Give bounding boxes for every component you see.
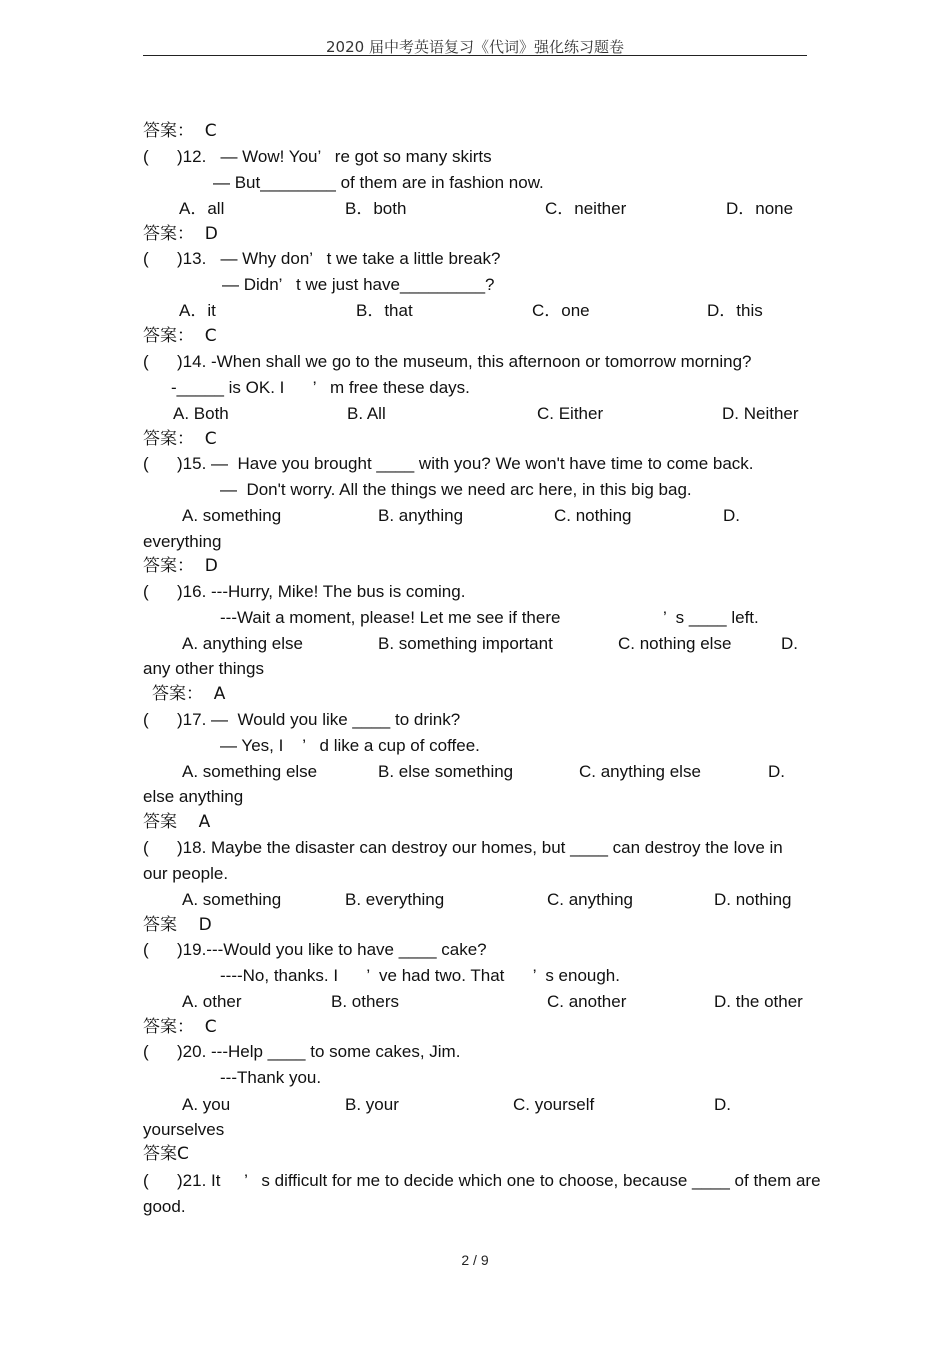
question-line: ( )18. Maybe the disaster can destroy our homes, but ____ can destroy the love in bbox=[143, 838, 783, 857]
option-c: C. nothing else bbox=[618, 634, 732, 653]
option-c: C. Either bbox=[537, 404, 604, 423]
option-a: A. other bbox=[182, 992, 242, 1011]
option-d: D. bbox=[768, 762, 785, 781]
option-a: A．it bbox=[179, 301, 216, 320]
question-line: — Don't worry. All the things we need arc here, in this big bag. bbox=[220, 480, 692, 499]
option-a: A. you bbox=[182, 1095, 231, 1114]
answer-line: 答案： D bbox=[143, 556, 218, 576]
question-line: ---Thank you. bbox=[220, 1068, 322, 1087]
question-line: ( )13. — Why don’ t we take a little break? bbox=[143, 249, 501, 268]
option-c: C. another bbox=[547, 992, 627, 1011]
question-line: ’ s ____ left. bbox=[663, 608, 759, 627]
option-d: D. nothing bbox=[714, 890, 792, 909]
page-number: 2 / 9 bbox=[461, 1252, 489, 1268]
option-c: C. anything else bbox=[579, 762, 701, 781]
answer-line: 答案 A bbox=[143, 812, 211, 832]
answer-line: 答案： C bbox=[143, 121, 217, 141]
option-c: C. yourself bbox=[513, 1095, 595, 1114]
option-a: A. anything else bbox=[182, 634, 303, 653]
answer-line: 答案： A bbox=[152, 684, 226, 704]
question-line: ( )17. — Would you like ____ to drink? bbox=[143, 710, 461, 729]
option-b: B．that bbox=[356, 301, 413, 320]
question-line: — Yes, I ’ d like a cup of coffee. bbox=[220, 736, 480, 755]
option-d-text: else anything bbox=[143, 787, 244, 806]
question-line: our people. bbox=[143, 864, 229, 883]
option-d-text: yourselves bbox=[143, 1120, 225, 1139]
option-b: B. anything bbox=[378, 506, 464, 525]
option-a: A. something else bbox=[182, 762, 318, 781]
question-line: good. bbox=[143, 1197, 186, 1216]
option-d: D. the other bbox=[714, 992, 803, 1011]
question-line: ( )19.---Would you like to have ____ cake? bbox=[143, 940, 487, 959]
option-a: A. Both bbox=[173, 404, 229, 423]
option-b: B. everything bbox=[345, 890, 445, 909]
header-rule bbox=[143, 55, 807, 56]
answer-line: 答案 D bbox=[143, 915, 212, 935]
answer-line: 答案： C bbox=[143, 326, 217, 346]
question-line: ----No, thanks. I ’ ve had two. That ’ s enough. bbox=[220, 966, 620, 985]
option-b: B. else something bbox=[378, 762, 514, 781]
question-line: ( )15. — Have you brought ____ with you? We won't have time to come back. bbox=[143, 454, 754, 473]
option-a: A. something bbox=[182, 506, 282, 525]
option-d: D．none bbox=[726, 199, 794, 218]
question-line: ---Wait a moment, please! Let me see if there bbox=[220, 608, 561, 627]
option-b: B．both bbox=[345, 199, 407, 218]
option-a: A．all bbox=[179, 199, 225, 218]
option-d: D. Neither bbox=[722, 404, 799, 423]
option-c: C. anything bbox=[547, 890, 633, 909]
option-c: C．neither bbox=[545, 199, 627, 218]
option-b: B. something important bbox=[378, 634, 553, 653]
option-d-text: everything bbox=[143, 532, 222, 551]
question-line: — But________ of them are in fashion now. bbox=[213, 173, 544, 192]
question-line: -_____ is OK. I ’ m free these days. bbox=[171, 378, 470, 397]
option-b: B. your bbox=[345, 1095, 399, 1114]
question-line: ( )12. — Wow! You’ re got so many skirts bbox=[143, 147, 492, 166]
answer-line: 答案： D bbox=[143, 224, 218, 244]
page-header: 2020 届中考英语复习《代词》强化练习题卷 bbox=[326, 38, 624, 56]
option-d: D. bbox=[781, 634, 798, 653]
option-b: B. others bbox=[331, 992, 400, 1011]
option-d-text: any other things bbox=[143, 659, 264, 678]
question-line: ( )21. It ’ s difficult for me to decide which one to choose, because ____ of them are bbox=[143, 1171, 821, 1190]
answer-line: 答案C bbox=[143, 1144, 189, 1164]
option-a: A. something bbox=[182, 890, 282, 909]
answer-line: 答案： C bbox=[143, 1017, 217, 1037]
question-line: — Didn’ t we just have_________? bbox=[222, 275, 495, 294]
option-d: D．this bbox=[707, 301, 763, 320]
option-c: C．one bbox=[532, 301, 590, 320]
option-b: B. All bbox=[347, 404, 386, 423]
question-line: ( )16. ---Hurry, Mike! The bus is coming. bbox=[143, 582, 466, 601]
option-d: D. bbox=[723, 506, 740, 525]
option-d: D. bbox=[714, 1095, 731, 1114]
question-line: ( )20. ---Help ____ to some cakes, Jim. bbox=[143, 1042, 461, 1061]
question-line: ( )14. -When shall we go to the museum, this afternoon or tomorrow morning? bbox=[143, 352, 752, 371]
option-c: C. nothing bbox=[554, 506, 632, 525]
answer-line: 答案： C bbox=[143, 429, 217, 449]
